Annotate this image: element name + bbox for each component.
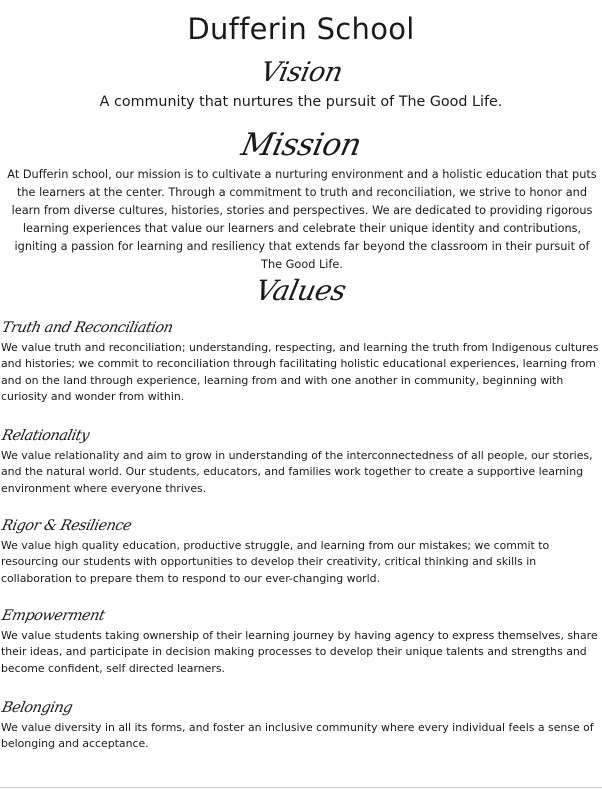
value-heading	[0, 602, 602, 628]
value-heading	[0, 314, 602, 340]
value-description: We value high quality education, productive struggle, and learning from our mistakes; we commit to resourcing our students with opportunities to develop their creativity, critical thinking and skills in collaboration to prepare them to respond to our ever-changing world.	[1, 539, 550, 585]
values-heading	[0, 274, 602, 308]
value-description: We value students taking ownership of their learning journey by having agency to express themselves, share their ideas, and participate in decision making processes to develop their unique talents and strengths and become confident, self directed learners.	[1, 629, 598, 675]
value-rigor-and-resilience	[0, 512, 602, 587]
value-heading-text: Belonging	[0, 700, 74, 716]
value-truth-and-reconciliation	[0, 314, 602, 405]
value-heading	[0, 422, 602, 448]
value-empowerment	[0, 602, 602, 677]
value-relationality	[0, 422, 602, 497]
value-belonging	[0, 694, 602, 753]
value-description: We value truth and reconciliation; understanding, respecting, and learning the truth from Indigenous cultures and histories; we commit to reconciliation through facilitating holistic educational experiences, learning from and on the land through experience, learning from and with one another in community, beginning with curiosity and wonder from within.	[1, 341, 599, 403]
vision-heading-text: Vision	[257, 57, 345, 88]
vision-statement: A community that nurtures the pursuit of The Good Life.	[99, 94, 503, 110]
value-description: We value diversity in all its forms, and foster an inclusive community where every individual feels a sense of belonging and acceptance.	[1, 721, 594, 751]
value-description: We value relationality and aim to grow in understanding of the interconnectedness of all people, our stories, and the natural world. Our students, educators, and families work together to create a supportive learning environment where everyone thrives.	[1, 449, 593, 495]
mission-heading-text: Mission	[237, 127, 365, 163]
page-title: Dufferin School	[187, 12, 415, 46]
mission-heading	[0, 128, 602, 162]
values-heading-text: Values	[252, 274, 350, 307]
value-heading-text: Truth and Reconciliation	[0, 320, 175, 336]
page-bottom-divider	[0, 787, 602, 788]
value-heading-text: Relationality	[0, 428, 91, 444]
value-heading-text: Empowerment	[0, 608, 106, 624]
value-heading	[0, 512, 602, 538]
value-heading	[0, 694, 602, 720]
mission-statement: At Dufferin school, our mission is to cultivate a nurturing environment and a holistic education that puts the learners at the center. Through a commitment to truth and reconciliation, we strive to honor and learn from diverse cultures, histories, stories and perspectives. We are dedicated to providing rigorous learning experiences that value our learners and celebrate their unique identity and contributions, igniting a passion for learning and resiliency that extends far beyond the classroom in their pursuit of The Good Life.	[7, 168, 597, 272]
value-heading-text: Rigor & Resilience	[0, 518, 133, 534]
vision-heading	[0, 56, 602, 90]
